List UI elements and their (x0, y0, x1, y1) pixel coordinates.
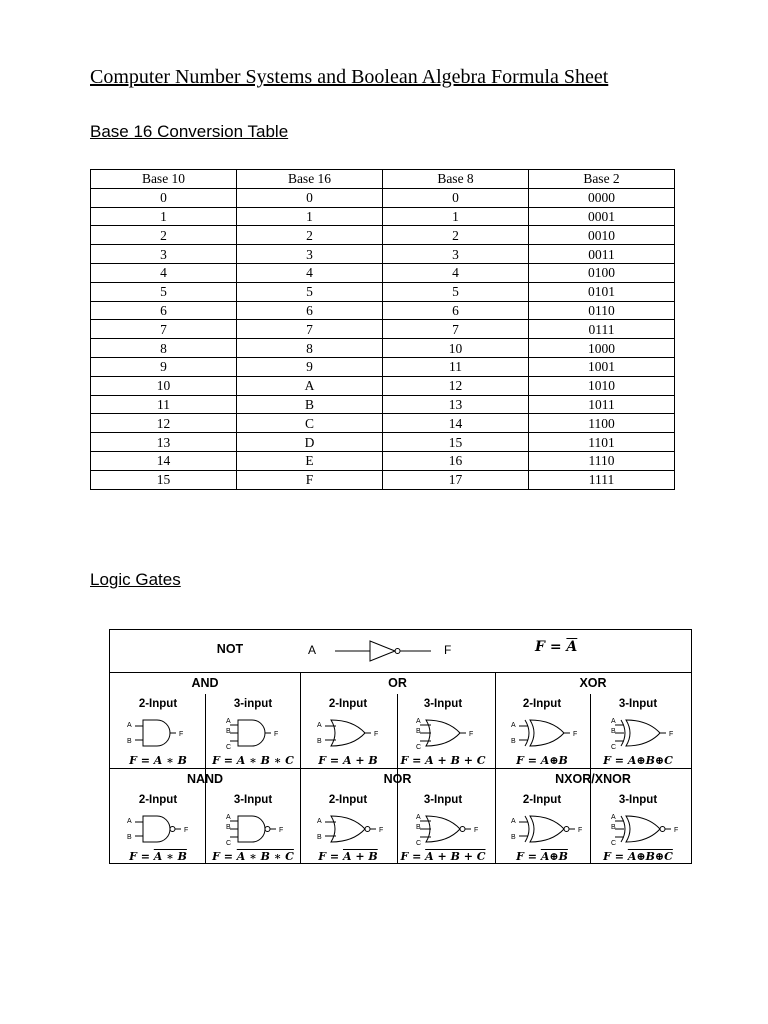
table-cell: 0 (383, 188, 529, 207)
table-cell: 13 (91, 433, 237, 452)
table-cell: 9 (91, 357, 237, 376)
gate-formula: F = A⊕B (516, 754, 568, 767)
pin-label: B (511, 738, 516, 745)
column-header: Base 10 (91, 170, 237, 189)
gate-input-count-label: 3-Input (618, 794, 658, 806)
table-cell: 0101 (529, 282, 675, 301)
pin-label: B (226, 824, 231, 831)
formula-prefix: F = (603, 850, 628, 863)
table-cell: 0100 (529, 263, 675, 282)
page-title: Computer Number Systems and Boolean Algebra Formula Sheet (90, 66, 609, 88)
gate-input-count-label: 2-Input (522, 698, 562, 710)
table-cell: 10 (383, 339, 529, 358)
column-header: Base 16 (237, 170, 383, 189)
table-cell: 8 (91, 339, 237, 358)
table-cell: B (237, 395, 383, 414)
gate-input-count-label: 3-Input (618, 698, 658, 710)
table-row (91, 414, 675, 433)
pin-label: A (511, 818, 516, 825)
gate-input-count-label: 3-Input (423, 698, 463, 710)
pin-label: F (578, 827, 583, 834)
pin-label: F (469, 731, 474, 738)
section-heading-conversion: Base 16 Conversion Table (90, 122, 289, 141)
pin-label: C (611, 840, 617, 847)
or-gate-symbol (303, 714, 393, 754)
pin-label: A (317, 818, 322, 825)
gate-input-count-label: 3-Input (233, 794, 273, 806)
pin-label: B (611, 824, 616, 831)
gate-group-name: NOR (383, 772, 412, 786)
formula-prefix: F = (212, 850, 237, 863)
row-divider (110, 768, 691, 769)
not-gate-name: NOT (216, 642, 244, 656)
table-cell: 5 (237, 282, 383, 301)
table-cell: 1101 (529, 433, 675, 452)
pin-label: C (416, 840, 422, 847)
table-cell: 1 (383, 207, 529, 226)
pin-label: C (611, 744, 617, 751)
pin-label: A (317, 722, 322, 729)
table-cell: 5 (383, 282, 529, 301)
table-cell: 4 (237, 263, 383, 282)
table-cell: 2 (383, 226, 529, 245)
xor-gate-symbol (497, 714, 587, 754)
pin-label: F (374, 731, 379, 738)
table-cell: 11 (383, 357, 529, 376)
gate-group-name: NXOR/XNOR (555, 772, 631, 786)
table-cell: 0 (91, 188, 237, 207)
not-input-label: A (308, 643, 317, 657)
conversion-table (90, 169, 675, 490)
formula-negated-expression: A + B (342, 850, 378, 863)
and-gate-symbol (113, 714, 203, 754)
table-cell: 0010 (529, 226, 675, 245)
gate-formula: F = A + B + C (400, 754, 486, 767)
pin-label: A (611, 814, 616, 821)
formula-prefix: F = (516, 850, 541, 863)
table-cell: 1010 (529, 376, 675, 395)
table-cell: 7 (237, 320, 383, 339)
gate-group-name: XOR (579, 676, 607, 690)
pin-label: C (226, 744, 232, 751)
table-row (91, 188, 675, 207)
logic-gates-table (109, 629, 692, 864)
gate-input-count-label: 2-Input (138, 698, 178, 710)
pin-label: F (474, 827, 479, 834)
table-row (91, 357, 675, 376)
formula-negated-expression: A ∗ B ∗ C (236, 850, 294, 863)
table-cell: 3 (383, 245, 529, 264)
column-divider (495, 672, 496, 863)
table-cell: F (237, 470, 383, 489)
pin-label: B (611, 728, 616, 735)
pin-label: A (127, 722, 132, 729)
pin-label: F (184, 827, 189, 834)
gate-input-count-label: 2-Input (522, 794, 562, 806)
formula-prefix: F = (129, 850, 154, 863)
gate-formula: F = A⊕B⊕C (603, 754, 673, 767)
pin-label: C (416, 744, 422, 751)
gate-formula (398, 850, 488, 863)
pin-label: F (573, 731, 578, 738)
table-cell: 0011 (529, 245, 675, 264)
pin-label: B (127, 738, 132, 745)
table-cell: 2 (237, 226, 383, 245)
pin-label: F (674, 827, 679, 834)
table-cell: 1 (237, 207, 383, 226)
table-cell: C (237, 414, 383, 433)
gate-formula (208, 850, 298, 863)
pin-label: C (226, 840, 232, 847)
table-row (91, 339, 675, 358)
pin-label: A (416, 814, 421, 821)
table-row (91, 470, 675, 489)
table-cell: E (237, 451, 383, 470)
pin-label: A (226, 718, 231, 725)
pin-label: F (179, 731, 184, 738)
formula-prefix: F = (400, 850, 426, 863)
table-row (91, 433, 675, 452)
table-cell: 16 (383, 451, 529, 470)
table-row (91, 395, 675, 414)
and-gate-symbol (208, 714, 298, 754)
table-cell: 6 (237, 301, 383, 320)
formula-negated-expression: A⊕B (540, 850, 568, 863)
pin-label: B (511, 834, 516, 841)
row-divider (110, 672, 691, 673)
table-cell: 0000 (529, 188, 675, 207)
not-formula: $F = \overline{A}$ (535, 639, 578, 655)
table-cell: 6 (91, 301, 237, 320)
gate-formula: F = A ∗ B ∗ C (212, 754, 294, 767)
pin-label: F (274, 731, 279, 738)
gate-formula: F = A ∗ B (129, 754, 187, 767)
table-cell: 15 (383, 433, 529, 452)
pin-label: F (669, 731, 674, 738)
column-header: Base 2 (529, 170, 675, 189)
table-row (91, 207, 675, 226)
pin-label: A (611, 718, 616, 725)
gate-formula (113, 850, 203, 863)
gate-formula: F = A + B (318, 754, 378, 767)
table-cell: 12 (91, 414, 237, 433)
table-cell: 17 (383, 470, 529, 489)
pin-label: F (379, 827, 384, 834)
gate-formula (303, 850, 393, 863)
table-row (91, 282, 675, 301)
table-cell: 12 (383, 376, 529, 395)
table-cell: 10 (91, 376, 237, 395)
table-cell: 2 (91, 226, 237, 245)
table-row (91, 320, 675, 339)
table-cell: 1110 (529, 451, 675, 470)
table-cell: 1111 (529, 470, 675, 489)
table-cell: 6 (383, 301, 529, 320)
or-inverted-gate-symbol (398, 810, 488, 850)
gate-group-name: AND (191, 676, 219, 690)
gate-input-count-label: 2-Input (328, 794, 368, 806)
table-cell: 1 (91, 207, 237, 226)
table-row (91, 376, 675, 395)
formula-prefix: F = (318, 850, 343, 863)
table-cell: 3 (237, 245, 383, 264)
xor-inverted-gate-symbol (593, 810, 683, 850)
table-cell: 1000 (529, 339, 675, 358)
pin-label: A (416, 718, 421, 725)
pin-label: A (127, 818, 132, 825)
table-cell: 0110 (529, 301, 675, 320)
and-inverted-gate-symbol (208, 810, 298, 850)
table-cell: 15 (91, 470, 237, 489)
table-cell: 1001 (529, 357, 675, 376)
gate-input-count-label: 2-Input (138, 794, 178, 806)
pin-label: A (511, 722, 516, 729)
table-cell: 0111 (529, 320, 675, 339)
gate-group-name: OR (388, 676, 407, 690)
pin-label: B (317, 738, 322, 745)
table-cell: 0001 (529, 207, 675, 226)
table-cell: 8 (237, 339, 383, 358)
table-cell: 7 (91, 320, 237, 339)
table-cell: 1011 (529, 395, 675, 414)
pin-label: B (416, 824, 421, 831)
pin-label: A (226, 814, 231, 821)
table-cell: D (237, 433, 383, 452)
pin-label: B (226, 728, 231, 735)
pin-label: B (127, 834, 132, 841)
and-inverted-gate-symbol (113, 810, 203, 850)
table-header-row (91, 170, 675, 189)
formula-negated-expression: A ∗ B (153, 850, 187, 863)
table-cell: 11 (91, 395, 237, 414)
table-cell: 5 (91, 282, 237, 301)
table-cell: A (237, 376, 383, 395)
xor-gate-symbol (593, 714, 683, 754)
table-row (91, 245, 675, 264)
table-row (91, 451, 675, 470)
or-inverted-gate-symbol (303, 810, 393, 850)
table-row (91, 263, 675, 282)
pin-label: B (416, 728, 421, 735)
not-gate-symbol (335, 638, 431, 664)
table-row (91, 226, 675, 245)
xor-inverted-gate-symbol (497, 810, 587, 850)
formula-negated-expression: A + B + C (425, 850, 486, 863)
table-cell: 4 (91, 263, 237, 282)
table-cell: 9 (237, 357, 383, 376)
not-output-label: F (444, 643, 452, 657)
table-cell: 4 (383, 263, 529, 282)
gate-formula (593, 850, 683, 863)
table-cell: 13 (383, 395, 529, 414)
column-divider (300, 672, 301, 863)
pin-label: F (279, 827, 284, 834)
formula-negated-expression: A⊕B⊕C (627, 850, 673, 863)
table-cell: 14 (91, 451, 237, 470)
gate-input-count-label: 2-Input (328, 698, 368, 710)
gate-group-name: NAND (186, 772, 224, 786)
table-cell: 14 (383, 414, 529, 433)
gate-input-count-label: 3-input (233, 698, 273, 710)
table-cell: 1100 (529, 414, 675, 433)
gate-input-count-label: 3-Input (423, 794, 463, 806)
table-cell: 0 (237, 188, 383, 207)
table-cell: 7 (383, 320, 529, 339)
table-row (91, 301, 675, 320)
section-heading-logic-gates: Logic Gates (90, 570, 181, 589)
or-gate-symbol (398, 714, 488, 754)
pin-label: B (317, 834, 322, 841)
gate-formula (497, 850, 587, 863)
column-header: Base 8 (383, 170, 529, 189)
table-cell: 3 (91, 245, 237, 264)
